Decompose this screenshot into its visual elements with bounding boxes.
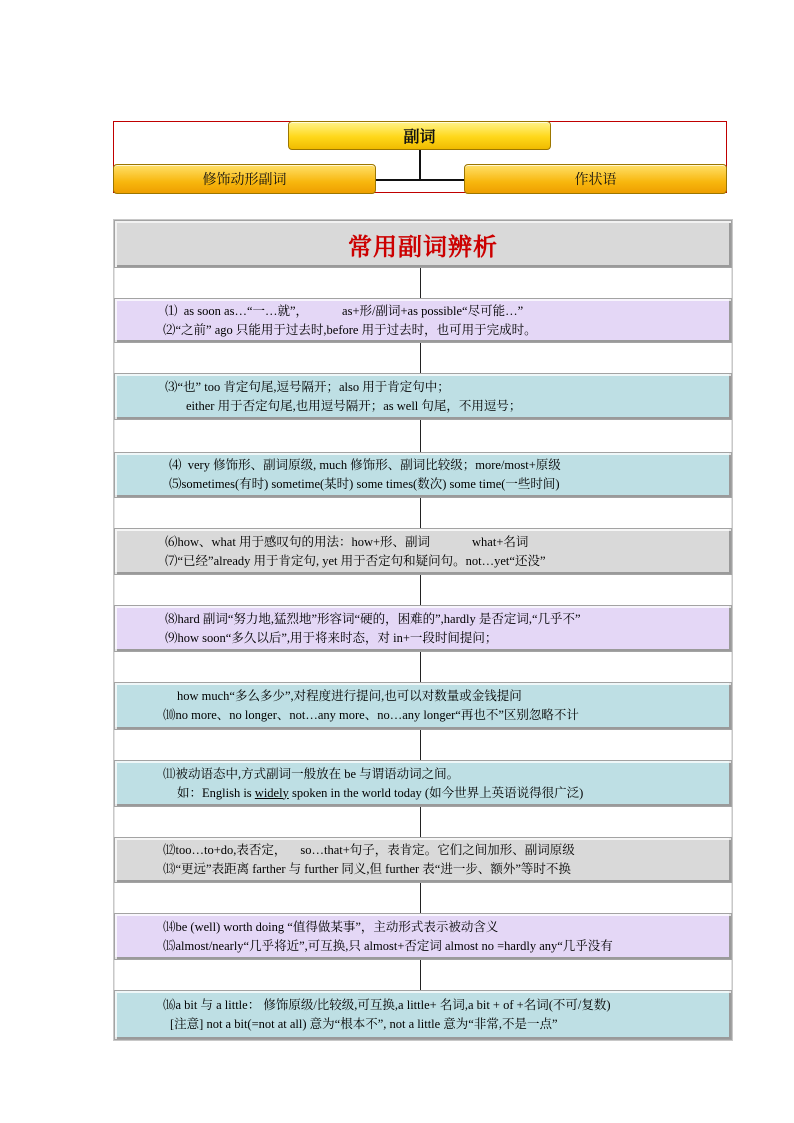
- connector-line: [420, 807, 421, 837]
- table-title-row: [114, 220, 732, 268]
- separator: [114, 498, 732, 528]
- note-text: spoken in the world today (如今世界上英语说得很广泛): [288, 785, 584, 800]
- note-line: [163, 784, 731, 803]
- note-line: [163, 533, 731, 552]
- connector-line: [420, 268, 421, 298]
- note-line: ⒁be (well) worth doing “值得做某事”，主动形式表示被动含义: [163, 919, 499, 934]
- table-title: 常用副词辨析: [348, 232, 498, 261]
- separator: [114, 960, 732, 990]
- note-line: [注意] not a bit(=not at all) 意为“根本不”, not a little 意为“非常,不是一点”: [170, 1017, 558, 1031]
- separator: [114, 652, 732, 682]
- underlined-word: widely: [254, 785, 289, 800]
- connector-line: [420, 730, 421, 760]
- note-line: how much“多么多少”,对程度进行提问,也可以对数量或金钱提问: [177, 689, 522, 703]
- note-line: ⑾被动语态中,方式副词一般放在 be 与谓语动词之间。: [163, 766, 460, 781]
- separator: [114, 343, 732, 373]
- note-text: ⑿too…to+do,表否定，: [163, 843, 287, 857]
- note-text: ⑹how、what 用于感叹句的用法：how+形、副词: [165, 534, 431, 549]
- note-line: ⑺“已经”already 用于肯定句, yet 用于否定句和疑问句。not…yet“还没”: [165, 553, 546, 568]
- note-line: [163, 302, 731, 321]
- diagram-root-node: [288, 121, 551, 150]
- note-text: as+形/副词+as possible“尽可能…”: [342, 303, 524, 318]
- note-box-2: [114, 373, 732, 420]
- note-line: ⑶“也” too 肯定句尾,逗号隔开；also 用于肯定句中；: [165, 379, 450, 394]
- diagram-left-node: [113, 164, 376, 194]
- note-box-10: [114, 990, 732, 1040]
- connector-line: [420, 420, 421, 452]
- note-text: ⑴ as soon as…“一…就”，: [165, 303, 309, 318]
- note-box-8: [114, 837, 732, 883]
- note-line: [163, 841, 731, 860]
- diagram-left-label: 修饰动形副词: [202, 172, 287, 188]
- note-line: ⒂almost/nearly“几乎将近”,可互换,只 almost+否定词 almost no =hardly any“几乎没有: [163, 938, 613, 953]
- diagram-root-label: 副词: [403, 127, 436, 146]
- note-line: ⑼how soon“多久以后”,用于将来时态，对 in+一段时间提问；: [165, 630, 498, 645]
- diagram-right-node: [464, 164, 727, 194]
- note-text: 如：English is: [177, 785, 255, 800]
- diagram-right-label: 作状语: [574, 172, 617, 188]
- diagram-connector-vertical: [419, 150, 421, 181]
- notes-table: [113, 219, 733, 1041]
- separator: [114, 807, 732, 837]
- connector-line: [420, 575, 421, 605]
- note-box-9: [114, 913, 732, 960]
- separator: [114, 575, 732, 605]
- note-line: ⑽no more、no longer、not…any more、no…any longer“再也不”区别忽略不计: [163, 708, 579, 722]
- separator: [114, 420, 732, 452]
- note-text: what+名词: [472, 534, 529, 549]
- connector-line: [420, 652, 421, 682]
- note-line: ⑸sometimes(有时) sometime(某时) some times(数次) some time(一些时间): [169, 477, 560, 491]
- note-line: ⒀“更远”表距离 farther 与 further 同义,但 further 表“进一步、额外”等时不换: [163, 862, 571, 876]
- connector-line: [420, 343, 421, 373]
- diagram-connector-horizontal: [376, 179, 464, 181]
- note-box-4: [114, 528, 732, 575]
- note-line: either 用于否定句尾,也用逗号隔开；as well 句尾，不用逗号；: [186, 398, 522, 413]
- connector-line: [420, 498, 421, 528]
- note-line: ⒃a bit 与 a little： 修饰原级/比较级,可互换,a little+ 名词,a bit + of +名词(不可/复数): [163, 998, 611, 1012]
- note-box-7: [114, 760, 732, 807]
- note-box-1: [114, 298, 732, 343]
- note-line: ⑵“之前” ago 只能用于过去时,before 用于过去时，也可用于完成时。: [163, 322, 537, 337]
- separator: [114, 268, 732, 298]
- separator: [114, 730, 732, 760]
- connector-line: [420, 883, 421, 913]
- note-line: ⑻hard 副词“努力地,猛烈地”形容词“硬的，困难的”,hardly 是否定词,“几乎不”: [165, 611, 581, 626]
- separator: [114, 883, 732, 913]
- note-box-5: [114, 605, 732, 652]
- note-text: so…that+句子，表肯定。它们之间加形、副词原级: [300, 843, 575, 857]
- note-box-3: [114, 452, 732, 498]
- note-box-6: [114, 682, 732, 730]
- connector-line: [420, 960, 421, 990]
- note-line: ⑷ very 修饰形、副词原级, much 修饰形、副词比较级；more/most+原级: [169, 458, 561, 472]
